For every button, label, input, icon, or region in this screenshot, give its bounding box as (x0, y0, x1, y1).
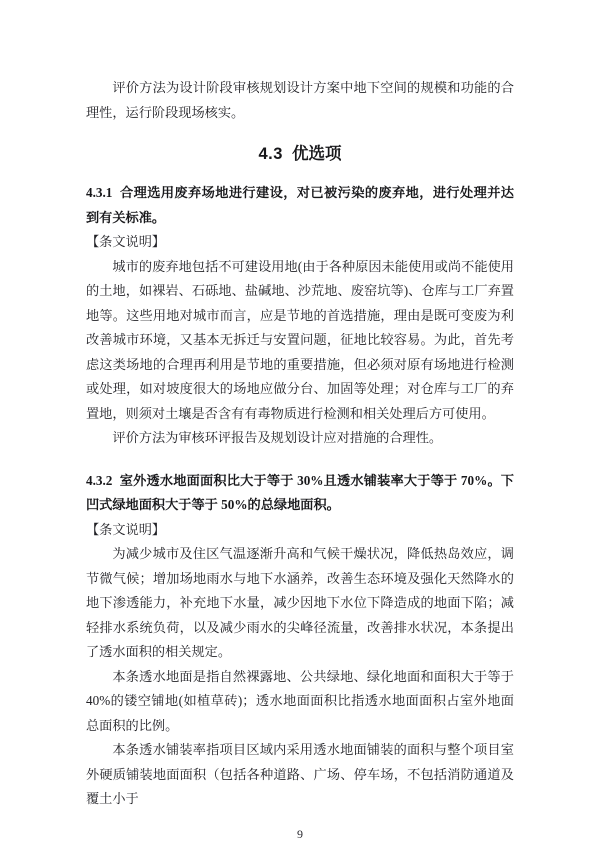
clause-4-3-2-paragraph-3: 本条透水铺装率指项目区域内采用透水地面铺装的面积与整个项目室外硬质铺装地面面积（包括各种道路、广场、停车场，不包括消防通道及覆土小于 (86, 742, 514, 806)
clause-4-3-2-paragraph-2: 本条透水地面是指自然裸露地、公共绿地、绿化地面和面积大于等于 40%的镂空铺地(如植草砖)；透水地面面积比指透水地面面积占室外地面总面积的比例。 (86, 668, 514, 733)
section-title: 优选项 (292, 145, 342, 163)
clause-4-3-1-title-text: 合理选用废弃场地进行建设，对已被污染的废弃地，进行处理并达到有关标准。 (86, 185, 514, 225)
explanation-label: 【条文说明】 (86, 521, 166, 537)
clause-4-3-1-title (86, 181, 514, 230)
clause-4-3-2-paragraph-1: 为减少城市及住区气温逐渐升高和气候干燥状况，降低热岛效应，调节微气候；增加场地雨水与地下水涵养，改善生态环境及强化天然降水的地下渗透能力，补充地下水量，减少因地下水位下降造成的地面下陷；减轻排水系统负荷，以及减少雨水的尖峰径流量，改善排水状况，本条提出了透水面积的相关规定。 (86, 546, 514, 659)
intro-paragraph: 评价方法为设计阶段审核规划设计方案中地下空间的规模和功能的合理性，运行阶段现场核实。 (86, 80, 514, 120)
clause-4-3-2 (86, 469, 514, 812)
explanation-label: 【条文说明】 (86, 234, 166, 249)
clause-4-3-2-title (86, 469, 514, 518)
clause-4-3-1-paragraph-1: 城市的废弃地包括不可建设用地(由于各种原因未能使用或尚不能使用的土地，如裸岩、石砾地、盐碱地、沙荒地、废窑坑等)、仓库与工厂弃置地等。这些用地对城市而言，应是节地的首选措施，理由是既可变废为利改善城市环境，又基本无拆迁与安置问题，征地比较容易。为此，首先考虑这类场地的合理再利用是节地的重要措施，但必须对原有场地进行检测或处理，如对坡度很大的场地应做分台、加固等处理；对仓库与工厂的弃置地，则须对土壤是否含有有毒物质进行检测和相关处理后方可使用。 (86, 258, 514, 421)
clause-4-3-1-number: 4.3.1 (86, 185, 113, 200)
section-number: 4.3 (258, 145, 283, 163)
section-heading (86, 143, 514, 166)
clause-4-3-1 (86, 181, 514, 451)
page-number: 9 (297, 826, 303, 841)
clause-4-3-2-title-text: 室外透水地面面积比大于等于 30%且透水铺装率大于等于 70%。下凹式绿地面积大于等于 50%的总绿地面积。 (86, 472, 514, 512)
clause-4-3-2-number: 4.3.2 (86, 472, 113, 488)
clause-4-3-1-paragraph-2: 评价方法为审核环评报告及规划设计应对措施的合理性。 (112, 430, 443, 445)
